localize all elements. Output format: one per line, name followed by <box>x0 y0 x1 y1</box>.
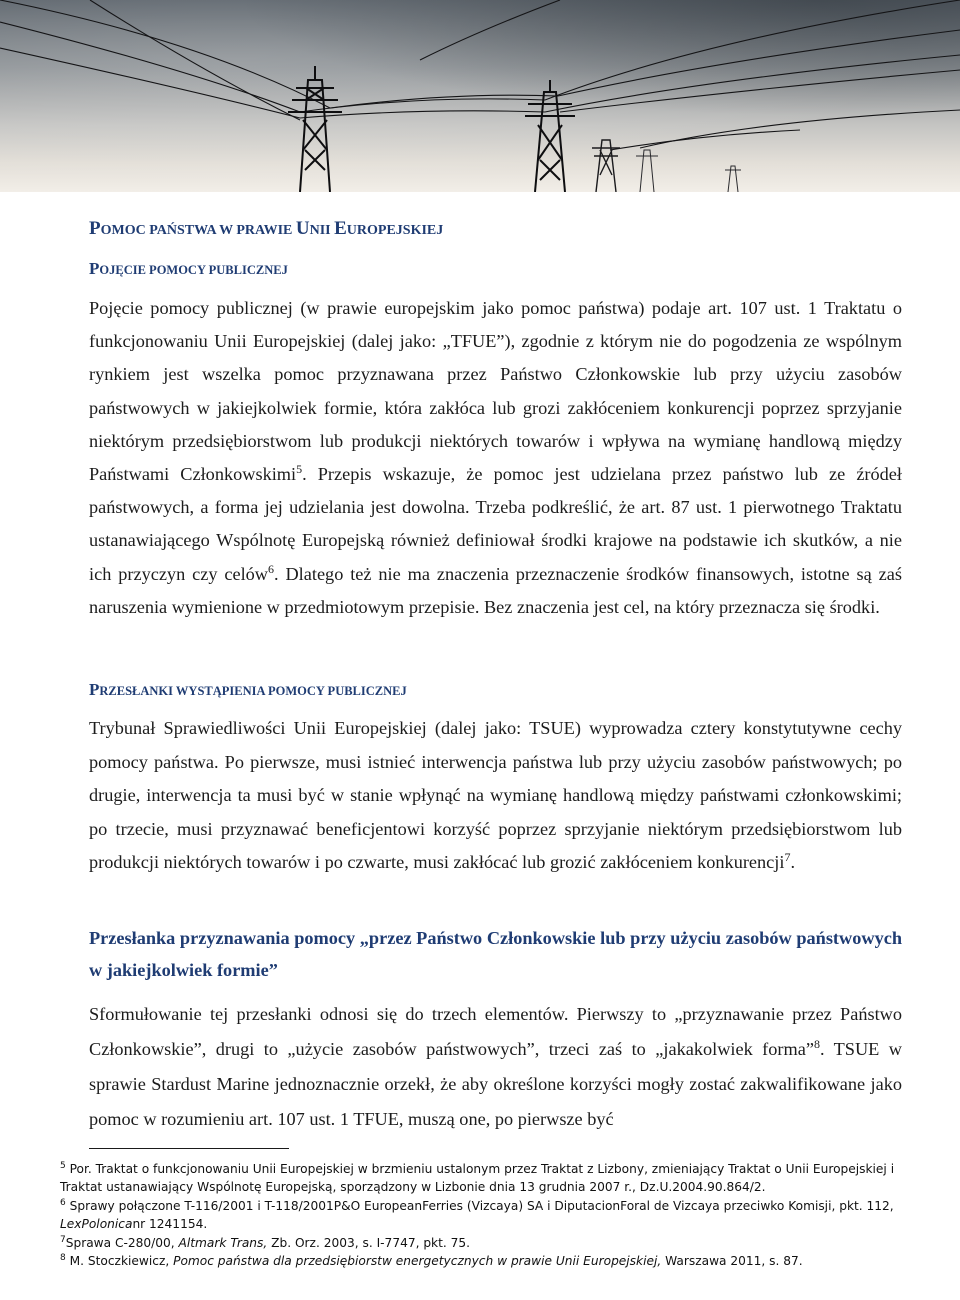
hero-photo-power-lines <box>0 0 960 192</box>
footnote-separator <box>89 1148 289 1149</box>
footnote-5: $^5$ Por. Traktat o funkcjonowaniu Unii Europejskiej w brzmieniu ustalonym przez Traktat z Lizbony, zmieniający Traktat o Unii Europejskiej i Traktat ustanawiający Wspólnotę Europejską, sporządzony w Lizbonie dnia 13 grudnia 2007 r., Dz.U.2004.90.864/2. <box>60 1160 895 1195</box>
section-heading-premises: PRZESŁANKI WYSTĄPIENIA POMOCY PUBLICZNEJ <box>89 680 407 699</box>
paragraph-subsection: Sformułowanie tej przesłanki odnosi się do trzech elementów. Pierwszy to „przyznawanie przez Państwo Członkowskie”, drugi to „użycie zasobów państwowych”, trzeci zaś to „jakakolwiek forma”$^8$. TSUE w sprawie Stardust Marine jednoznacznie orzekł, że aby określone korzyści mogły zostać zakwalifikowane jako pomoc w rozumieniu art. 107 ust. 1 TFUE, muszą one, po pierwsze być <box>89 1004 902 1129</box>
footnotes <box>60 1160 920 1270</box>
footnote-8: $^8$ M. Stoczkiewicz, Pomoc państwa dla przedsiębiorstw energetycznych w prawie Unii Europejskiej, Warszawa 2011, s. 87. <box>60 1252 803 1269</box>
footnote-7: $^7$Sprawa C-280/00, Altmark Trans, Zb. Orz. 2003, s. I-7747, pkt. 75. <box>60 1234 471 1250</box>
footnote-ref-6[interactable]: 6 <box>268 561 275 576</box>
subsection-heading: Przesłanka przyznawania pomocy „przez Państwo Członkowskie lub przy użyciu zasobów państwowych w jakiejkolwiek formie” <box>89 928 902 980</box>
footnote-ref-8[interactable]: 8 <box>813 1036 820 1051</box>
section-heading-concept: POJĘCIE POMOCY PUBLICZNEJ <box>89 259 288 278</box>
footnote-ref-5[interactable]: 5 <box>296 461 303 476</box>
footnote-ref-7[interactable]: 7 <box>784 850 791 865</box>
paragraph-premises: Trybunał Sprawiedliwości Unii Europejskiej (dalej jako: TSUE) wyprowadza cztery konstytutywne cechy pomocy państwa. Po pierwsze, musi istnieć interwencja państwa lub przy użyciu zasobów państwowych; po drugie, interwencja ta musi być w stanie wpłynąć na wymianę handlową między państwami członkowskimi; po trzecie, musi przyznawać beneficjentowi korzyść poprzez sprzyjanie niektórym przedsiębiorstwom lub produkcji niektórych towarów i po czwarte, musi zakłócać lub grozić zakłóceniem konkurencji$^7$. <box>89 718 902 873</box>
document-title: POMOC PAŃSTWA W PRAWIE UNII EUROPEJSKIEJ <box>89 218 444 239</box>
footnote-6: $^6$ Sprawy połączone T-116/2001 i T-118/2001P&O EuropeanFerries (Vizcaya) SA i DiputacionForal de Vizcaya przeciwko Komisji, pkt. 112, LexPolonicanr 1241154. <box>60 1197 894 1232</box>
paragraph-concept: Pojęcie pomocy publicznej (w prawie europejskim jako pomoc państwa) podaje art. 107 ust. 1 Traktatu o funkcjonowaniu Unii Europejskiej (dalej jako: „TFUE”), zgodnie z którym nie do pogodzenia ze wspólnym rynkiem jest wszelka pomoc przyznawana przez Państwo Członkowskie lub przy użyciu zasobów państwowych w jakiejkolwiek formie, która zakłóca lub grozi zakłóceniem konkurencji poprzez sprzyjanie niektórym przedsiębiorstwom lub produkcji niektórych towarów i wpływa na wymianę handlową między Państwami Członkowskimi$^5$. Przepis wskazuje, że pomoc jest udzielana przez państwo lub ze źródeł państwowych, a forma jej udzielania jest dowolna. Trzeba podkreślić, że art. 87 ust. 1 pierwotnego Traktatu ustanawiającego Wspólnotę Europejską również definiował środki krajowe na podstawie ich skutków, a nie ich przyczyn czy celów$^6$. Dlatego też nie ma znaczenia przeznaczenie środków finansowych, istotne są zaś naruszenia wymienione w przedmiotowym przepisie. Bez znaczenia jest cel, na który przeznacza się środki. <box>89 298 902 617</box>
